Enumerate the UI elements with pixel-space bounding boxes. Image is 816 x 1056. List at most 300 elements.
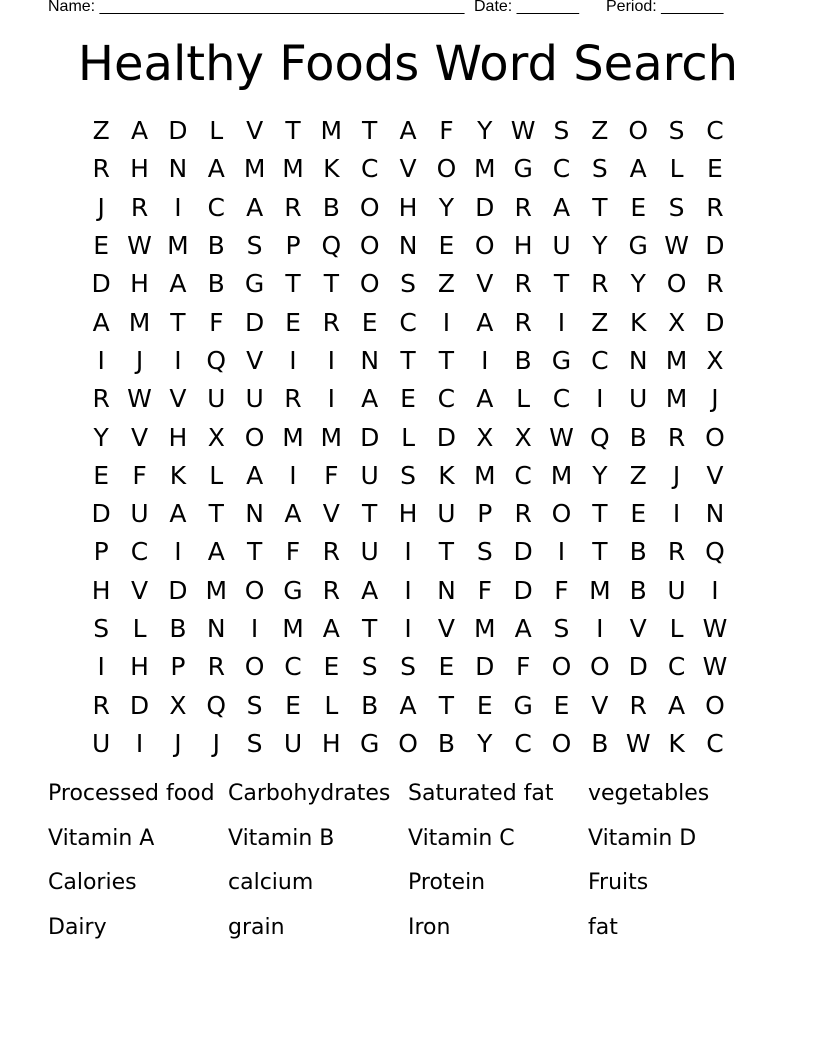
grid-letter: I: [250, 614, 259, 643]
grid-letter: A: [361, 575, 379, 605]
name-field: Name: _________________________________________: [48, 0, 465, 15]
grid-letter: O: [359, 269, 380, 299]
grid-letter: C: [552, 154, 571, 184]
grid-letter: D: [513, 537, 533, 567]
grid-letter: O: [551, 728, 572, 758]
grid-letter: O: [666, 269, 687, 299]
grid-letter: O: [398, 728, 418, 758]
grid-letter: O: [244, 422, 265, 452]
grid-letter: V: [476, 269, 494, 299]
grid-letter: T: [362, 499, 378, 529]
grid-row: [82, 342, 734, 380]
grid-letter: A: [399, 116, 417, 146]
grid-letter: A: [246, 460, 264, 490]
grid-letter: B: [629, 575, 647, 605]
grid-letter: F: [324, 460, 339, 490]
grid-letter: I: [135, 728, 144, 758]
grid-letter: X: [668, 307, 686, 337]
grid-letter: K: [630, 307, 647, 337]
grid-letter: F: [209, 307, 224, 337]
grid-letter: D: [513, 575, 533, 605]
grid-letter: L: [324, 690, 339, 720]
grid-letter: U: [667, 575, 686, 605]
grid-letter: M: [282, 422, 304, 452]
grid-row: [82, 648, 734, 686]
grid-letter: Y: [438, 192, 455, 222]
grid-letter: C: [360, 154, 379, 184]
grid-row: [82, 725, 734, 763]
grid-letter: W: [702, 614, 728, 643]
grid-row: [82, 265, 734, 303]
grid-letter: O: [551, 499, 572, 529]
grid-letter: N: [437, 575, 456, 605]
grid-letter: T: [285, 269, 301, 299]
grid-letter: W: [127, 231, 152, 261]
grid-letter: E: [323, 652, 340, 682]
grid-letter: T: [170, 307, 186, 337]
grid-letter: C: [399, 307, 417, 337]
grid-letter: I: [557, 307, 566, 337]
grid-letter: R: [514, 269, 532, 299]
grid-letter: D: [129, 690, 150, 720]
grid-letter: Z: [437, 269, 455, 299]
grid-letter: S: [668, 116, 685, 146]
date-field: Date: _______: [474, 0, 579, 15]
grid-letter: E: [93, 231, 110, 261]
grid-letter: S: [246, 231, 263, 261]
grid-letter: Y: [592, 231, 608, 261]
grid-letter: T: [400, 345, 416, 375]
word-bank-item: Protein: [408, 870, 486, 896]
grid-letter: M: [205, 575, 228, 605]
grid-letter: A: [246, 192, 264, 222]
grid-letter: R: [667, 537, 686, 567]
grid-letter: A: [169, 269, 187, 299]
grid-letter: M: [320, 116, 343, 146]
grid-letter: M: [167, 231, 189, 261]
grid-letter: W: [127, 384, 152, 414]
grid-letter: D: [91, 499, 111, 529]
grid-letter: M: [473, 614, 496, 643]
grid-letter: A: [207, 537, 225, 567]
grid-letter: S: [400, 460, 416, 490]
grid-letter: A: [476, 384, 494, 414]
grid-letter: K: [668, 728, 685, 758]
grid-letter: K: [438, 460, 455, 490]
grid-letter: H: [91, 575, 111, 605]
grid-letter: Y: [477, 728, 493, 758]
grid-letter: S: [246, 728, 263, 758]
grid-letter: T: [438, 345, 455, 375]
grid-letter: B: [591, 728, 609, 758]
grid-letter: L: [401, 422, 416, 452]
grid-letter: J: [135, 345, 144, 375]
grid-letter: M: [589, 575, 611, 605]
word-bank-item: Carbohydrates: [228, 781, 391, 806]
grid-row: [82, 303, 734, 341]
grid-letter: V: [437, 614, 455, 643]
grid-letter: J: [672, 460, 681, 490]
grid-letter: H: [168, 422, 188, 452]
grid-letter: R: [591, 269, 609, 299]
grid-letter: V: [130, 575, 149, 605]
grid-letter: A: [514, 614, 532, 643]
word-bank-item: fat: [588, 915, 618, 941]
grid-letter: W: [510, 116, 536, 146]
grid-letter: R: [514, 307, 532, 337]
grid-letter: H: [130, 269, 149, 299]
grid-letter: E: [285, 690, 301, 720]
grid-letter: R: [667, 422, 686, 452]
grid-letter: B: [322, 192, 340, 222]
grid-letter: D: [705, 231, 725, 261]
grid-letter: R: [514, 192, 532, 222]
grid-letter: F: [285, 537, 301, 567]
grid-letter: M: [665, 345, 688, 375]
grid-letter: W: [625, 728, 651, 758]
grid-letter: O: [590, 652, 610, 682]
grid-letter: R: [514, 499, 532, 529]
grid-letter: M: [282, 614, 304, 643]
grid-letter: L: [516, 384, 531, 414]
word-bank-item: vegetables: [588, 781, 710, 806]
grid-letter: H: [398, 192, 418, 222]
letter-grid: [82, 112, 734, 762]
grid-letter: A: [92, 307, 110, 337]
grid-letter: T: [553, 269, 570, 299]
student-info-header: [48, 0, 748, 18]
period-field: Period: _______: [606, 0, 724, 15]
grid-letter: I: [97, 652, 105, 682]
word-bank-item: Saturated fat: [408, 781, 554, 806]
word-bank-item: Vitamin A: [48, 825, 155, 851]
grid-letter: A: [284, 499, 302, 529]
grid-letter: A: [130, 116, 149, 146]
grid-letter: C: [552, 384, 571, 414]
grid-letter: B: [437, 728, 455, 758]
grid-letter: D: [705, 307, 725, 337]
grid-letter: D: [168, 575, 188, 605]
grid-letter: I: [174, 537, 182, 567]
grid-letter: N: [628, 345, 648, 375]
grid-letter: N: [245, 499, 264, 529]
grid-letter: T: [438, 537, 455, 567]
grid-letter: Y: [93, 422, 109, 452]
grid-letter: C: [207, 192, 225, 222]
grid-letter: E: [476, 690, 493, 720]
grid-letter: O: [628, 116, 649, 146]
grid-letter: G: [244, 269, 265, 299]
grid-row: [82, 572, 734, 610]
word-bank-item: Calories: [48, 870, 137, 896]
grid-letter: B: [207, 231, 225, 261]
grid-letter: C: [284, 652, 302, 682]
grid-letter: I: [289, 460, 297, 490]
grid-letter: K: [169, 460, 187, 490]
grid-letter: X: [514, 422, 532, 452]
grid-letter: D: [360, 422, 380, 452]
grid-letter: C: [514, 460, 532, 490]
grid-letter: B: [169, 614, 187, 643]
word-bank-item: Vitamin C: [408, 825, 515, 851]
grid-letter: B: [629, 537, 647, 567]
grid-letter: W: [664, 231, 689, 261]
grid-row: [82, 150, 734, 188]
grid-letter: C: [591, 345, 609, 375]
grid-letter: R: [92, 384, 110, 414]
grid-letter: F: [477, 575, 492, 605]
grid-letter: R: [92, 690, 110, 720]
word-bank-item: Processed food: [48, 781, 215, 806]
grid-letter: A: [668, 690, 686, 720]
grid-letter: T: [285, 116, 301, 146]
grid-letter: D: [244, 307, 265, 337]
grid-letter: R: [706, 192, 724, 222]
grid-letter: M: [282, 154, 304, 184]
grid-letter: J: [711, 384, 719, 414]
grid-letter: Q: [705, 537, 725, 567]
grid-row: [82, 457, 734, 495]
grid-row: [82, 533, 734, 571]
word-bank: [48, 778, 788, 957]
word-bank-item: Dairy: [48, 915, 107, 941]
grid-letter: F: [439, 116, 454, 146]
grid-letter: I: [404, 537, 412, 567]
grid-letter: A: [629, 154, 647, 184]
grid-letter: M: [320, 422, 343, 452]
grid-letter: P: [477, 499, 493, 529]
grid-letter: C: [437, 384, 456, 414]
grid-letter: E: [400, 384, 416, 414]
grid-letter: R: [92, 154, 110, 184]
grid-letter: I: [404, 614, 412, 643]
grid-letter: I: [596, 384, 604, 414]
grid-letter: D: [628, 652, 648, 682]
grid-letter: O: [436, 154, 457, 184]
grid-letter: T: [323, 269, 339, 299]
grid-letter: V: [322, 499, 340, 529]
grid-letter: O: [244, 575, 265, 605]
grid-letter: M: [243, 154, 266, 184]
grid-letter: U: [245, 384, 264, 414]
grid-letter: I: [327, 345, 336, 375]
grid-letter: V: [706, 460, 724, 490]
grid-letter: O: [244, 652, 265, 682]
grid-letter: G: [628, 231, 648, 261]
grid-letter: G: [360, 728, 380, 758]
grid-letter: O: [705, 690, 725, 720]
grid-letter: L: [132, 614, 147, 643]
grid-letter: M: [128, 307, 151, 337]
grid-letter: R: [322, 537, 341, 567]
grid-letter: R: [284, 192, 302, 222]
grid-letter: B: [207, 269, 225, 299]
grid-letter: S: [246, 690, 263, 720]
grid-letter: A: [399, 690, 417, 720]
grid-letter: D: [91, 269, 111, 299]
grid-letter: A: [322, 614, 340, 643]
grid-letter: R: [284, 384, 302, 414]
grid-letter: T: [438, 690, 455, 720]
grid-letter: Z: [591, 116, 609, 146]
grid-letter: X: [476, 422, 494, 452]
grid-letter: O: [705, 422, 725, 452]
grid-letter: U: [629, 384, 648, 414]
word-bank-item: Vitamin B: [228, 825, 335, 851]
grid-letter: N: [168, 154, 188, 184]
grid-letter: D: [475, 192, 495, 222]
grid-letter: I: [174, 345, 182, 375]
grid-letter: F: [554, 575, 569, 605]
grid-letter: C: [130, 537, 149, 567]
grid-letter: X: [706, 345, 724, 375]
word-bank-item: Vitamin D: [588, 825, 697, 851]
grid-letter: I: [557, 537, 566, 567]
grid-letter: R: [207, 652, 225, 682]
grid-letter: E: [438, 652, 455, 682]
grid-letter: L: [209, 116, 224, 146]
grid-letter: J: [212, 728, 220, 758]
grid-letter: U: [437, 499, 456, 529]
grid-letter: I: [711, 575, 719, 605]
grid-letter: V: [130, 422, 149, 452]
grid-letter: I: [481, 345, 489, 375]
grid-letter: I: [404, 575, 412, 605]
grid-letter: M: [473, 460, 496, 490]
grid-letter: Z: [92, 116, 110, 146]
grid-letter: E: [553, 690, 570, 720]
grid-letter: L: [209, 460, 224, 490]
grid-letter: R: [322, 307, 341, 337]
grid-letter: E: [630, 192, 647, 222]
grid-letter: T: [362, 614, 378, 643]
grid-letter: P: [285, 231, 301, 261]
grid-letter: N: [206, 614, 226, 643]
grid-letter: T: [592, 192, 608, 222]
grid-letter: O: [359, 231, 380, 261]
grid-letter: X: [169, 690, 187, 720]
grid-letter: I: [596, 614, 604, 643]
grid-letter: Z: [629, 460, 647, 490]
grid-letter: W: [702, 652, 728, 682]
grid-letter: S: [400, 269, 416, 299]
grid-letter: G: [283, 575, 303, 605]
grid-letter: S: [400, 652, 416, 682]
grid-letter: J: [174, 728, 182, 758]
grid-letter: X: [207, 422, 225, 452]
grid-letter: O: [551, 652, 572, 682]
grid-letter: W: [549, 422, 574, 452]
grid-letter: E: [93, 460, 110, 490]
grid-letter: G: [551, 345, 572, 375]
word-bank-item: calcium: [228, 870, 314, 896]
grid-letter: Z: [591, 307, 609, 337]
grid-letter: E: [707, 154, 723, 184]
grid-row: [82, 418, 734, 456]
grid-letter: V: [169, 384, 187, 414]
grid-letter: U: [552, 231, 571, 261]
grid-letter: D: [475, 652, 495, 682]
grid-row: [82, 686, 734, 724]
grid-letter: I: [672, 499, 681, 529]
grid-letter: P: [93, 537, 109, 567]
grid-letter: H: [321, 728, 341, 758]
grid-letter: Q: [590, 422, 610, 452]
grid-letter: R: [629, 690, 647, 720]
grid-letter: Q: [206, 345, 227, 375]
grid-letter: B: [361, 690, 379, 720]
grid-letter: A: [361, 384, 379, 414]
word-bank-item: grain: [228, 915, 285, 941]
grid-letter: G: [513, 690, 533, 720]
grid-letter: N: [705, 499, 725, 529]
grid-letter: I: [97, 345, 105, 375]
grid-letter: N: [360, 345, 380, 375]
grid-letter: Y: [477, 116, 493, 146]
page-title: Healthy Foods Word Search: [77, 36, 739, 92]
grid-letter: C: [706, 728, 724, 758]
grid-letter: I: [327, 384, 336, 414]
grid-letter: H: [513, 231, 533, 261]
grid-letter: L: [669, 614, 684, 643]
grid-letter: S: [361, 652, 378, 682]
grid-letter: V: [591, 690, 609, 720]
grid-letter: H: [130, 652, 149, 682]
grid-letter: Q: [321, 231, 342, 261]
grid-letter: F: [515, 652, 531, 682]
grid-letter: S: [668, 192, 685, 222]
word-bank-item: Fruits: [588, 870, 649, 896]
grid-letter: T: [362, 116, 378, 146]
grid-letter: P: [170, 652, 186, 682]
grid-letter: H: [130, 154, 149, 184]
grid-letter: C: [667, 652, 686, 682]
grid-letter: I: [442, 307, 451, 337]
grid-letter: S: [553, 116, 570, 146]
grid-letter: Y: [630, 269, 646, 299]
grid-row: [82, 380, 734, 418]
grid-letter: L: [669, 154, 684, 184]
grid-row: [82, 189, 734, 227]
grid-letter: I: [289, 345, 297, 375]
grid-letter: R: [706, 269, 724, 299]
grid-row: [82, 112, 734, 150]
grid-letter: E: [438, 231, 455, 261]
grid-row: [82, 227, 734, 265]
grid-letter: E: [285, 307, 301, 337]
grid-letter: A: [552, 192, 571, 222]
grid-letter: V: [629, 614, 647, 643]
grid-letter: F: [132, 460, 147, 490]
grid-letter: T: [592, 537, 608, 567]
grid-letter: R: [322, 575, 341, 605]
grid-letter: A: [169, 499, 187, 529]
grid-letter: V: [246, 345, 264, 375]
grid-letter: U: [283, 728, 303, 758]
grid-letter: I: [174, 192, 182, 222]
grid-letter: S: [93, 614, 110, 643]
grid-letter: D: [436, 422, 457, 452]
grid-letter: G: [513, 154, 533, 184]
grid-letter: T: [592, 499, 608, 529]
grid-letter: J: [97, 192, 105, 222]
grid-letter: N: [398, 231, 418, 261]
word-bank-item: Iron: [408, 915, 451, 941]
grid-letter: S: [553, 614, 570, 643]
grid-letter: V: [246, 116, 264, 146]
grid-letter: U: [207, 384, 226, 414]
grid-letter: O: [474, 231, 495, 261]
